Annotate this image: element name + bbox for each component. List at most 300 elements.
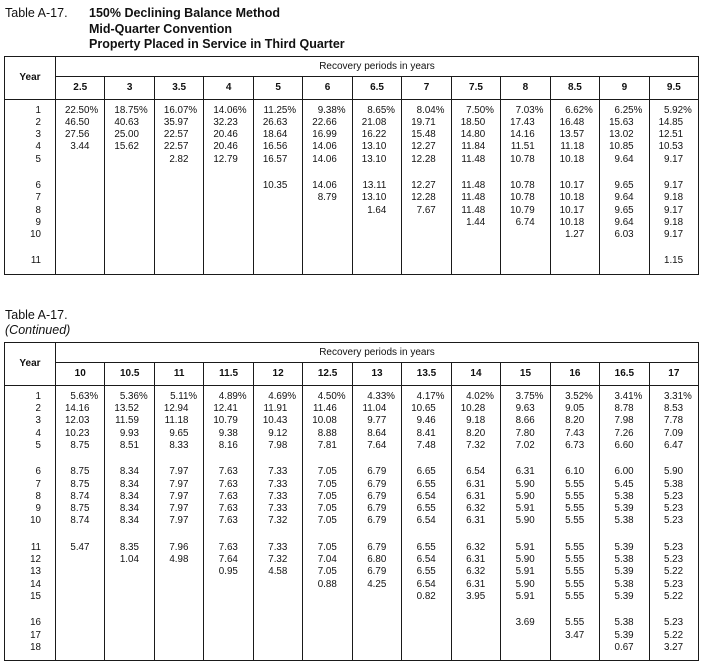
row-group-gap bbox=[501, 241, 549, 255]
column-header-7.5: 7.5 bbox=[451, 77, 500, 99]
value-cell: 3.27 bbox=[664, 641, 684, 653]
value-cell: 3.69 bbox=[515, 617, 535, 629]
value-cell bbox=[204, 229, 252, 241]
column-header-3.5: 3.5 bbox=[154, 77, 203, 99]
row-group-gap bbox=[155, 603, 203, 617]
value-cell: 5.23 bbox=[664, 515, 684, 527]
value-cell: 4.69% bbox=[268, 390, 297, 402]
value-cell: 7.63 bbox=[218, 466, 238, 478]
value-cell: 5.39 bbox=[614, 503, 634, 515]
value-cell: 16.07% bbox=[163, 104, 198, 116]
value-cell: 10.08 bbox=[312, 415, 337, 427]
value-cell: 1.27 bbox=[565, 229, 585, 241]
table1-title-line3: Property Placed in Service in Third Quarter bbox=[89, 37, 345, 51]
data-column-14 bbox=[451, 386, 500, 660]
value-cell: 7.02 bbox=[515, 439, 535, 451]
value-cell bbox=[105, 579, 153, 591]
value-cell: 7.32 bbox=[466, 439, 486, 451]
value-cell bbox=[204, 642, 252, 654]
value-cell: 5.23 bbox=[664, 617, 684, 629]
value-cell: 6.32 bbox=[466, 541, 486, 553]
value-cell: 8.20 bbox=[466, 427, 486, 439]
recovery-periods-label: Recovery periods in years bbox=[56, 57, 698, 77]
row-group-gap bbox=[551, 452, 599, 466]
row-group-gap bbox=[600, 603, 648, 617]
year-cell: 16 bbox=[30, 617, 41, 629]
value-cell: 7.48 bbox=[416, 439, 436, 451]
value-cell bbox=[105, 180, 153, 192]
value-cell: 13.10 bbox=[361, 153, 387, 165]
value-cell: 8.66 bbox=[515, 415, 535, 427]
value-cell: 9.65 bbox=[169, 427, 189, 439]
value-cell: 7.05 bbox=[317, 466, 337, 478]
row-group-gap bbox=[650, 166, 698, 180]
value-cell: 0.88 bbox=[317, 578, 337, 590]
value-cell: 9.38% bbox=[317, 104, 346, 116]
row-group-gap bbox=[452, 603, 500, 617]
value-cell: 5.39 bbox=[614, 590, 634, 602]
value-cell bbox=[452, 229, 500, 241]
value-cell: 5.91 bbox=[515, 503, 535, 515]
value-cell: 7.32 bbox=[268, 515, 288, 527]
column-header-12: 12 bbox=[253, 363, 302, 385]
value-cell: 7.05 bbox=[317, 515, 337, 527]
value-cell: 5.38 bbox=[614, 617, 634, 629]
value-cell: 12.79 bbox=[213, 153, 238, 165]
row-group-gap bbox=[600, 241, 648, 255]
row-group-gap bbox=[501, 166, 549, 180]
value-cell: 9.17 bbox=[664, 204, 684, 216]
value-cell: 40.63 bbox=[114, 116, 139, 128]
value-cell: 9.18 bbox=[664, 216, 684, 228]
row-group-gap bbox=[56, 166, 104, 180]
value-cell: 10.78 bbox=[510, 153, 535, 165]
value-cell bbox=[56, 591, 104, 603]
value-cell: 5.38 bbox=[614, 515, 634, 527]
value-cell bbox=[56, 154, 104, 166]
value-cell: 4.98 bbox=[169, 554, 189, 566]
value-cell: 5.55 bbox=[565, 590, 585, 602]
value-cell bbox=[452, 642, 500, 654]
value-cell: 5.90 bbox=[515, 554, 535, 566]
value-cell: 3.75% bbox=[515, 390, 544, 402]
data-column-11.5 bbox=[203, 386, 252, 660]
depreciation-table-q3-continued bbox=[4, 342, 699, 661]
row-group-gap bbox=[353, 241, 401, 255]
column-header-10: 10 bbox=[74, 367, 86, 379]
value-cell: 10.18 bbox=[559, 216, 585, 228]
year-cell: 10 bbox=[30, 229, 41, 241]
value-cell bbox=[551, 642, 599, 654]
year-cell: 6 bbox=[35, 466, 41, 478]
row-group-gap bbox=[155, 241, 203, 255]
period-header-row bbox=[56, 363, 698, 385]
table1-label: Table A-17. bbox=[5, 6, 68, 20]
data-column-8.5 bbox=[550, 100, 599, 274]
recovery-periods-header bbox=[55, 57, 698, 99]
row-group-gap bbox=[402, 528, 450, 542]
row-group-gap bbox=[452, 241, 500, 255]
value-cell: 6.54 bbox=[416, 515, 436, 527]
column-header-6: 6 bbox=[302, 77, 351, 99]
value-cell: 5.55 bbox=[565, 566, 585, 578]
value-cell: 11.25% bbox=[263, 104, 297, 116]
value-cell: 5.45 bbox=[614, 478, 634, 490]
value-cell: 5.23 bbox=[664, 554, 684, 566]
value-cell: 7.98 bbox=[268, 439, 288, 451]
value-cell: 15.63 bbox=[609, 116, 634, 128]
column-header-12.5: 12.5 bbox=[302, 363, 351, 385]
value-cell bbox=[353, 229, 401, 241]
value-cell bbox=[155, 630, 203, 642]
row-group-gap bbox=[56, 241, 104, 255]
recovery-periods-header bbox=[55, 343, 698, 385]
value-cell: 7.96 bbox=[169, 541, 189, 553]
value-cell bbox=[56, 217, 104, 229]
value-cell: 11.84 bbox=[461, 141, 486, 153]
value-cell bbox=[56, 255, 104, 267]
value-cell bbox=[402, 630, 450, 642]
value-cell: 14.06% bbox=[213, 104, 247, 116]
value-cell: 8.34 bbox=[119, 515, 139, 527]
value-cell bbox=[204, 255, 252, 267]
value-cell: 8.74 bbox=[70, 490, 90, 502]
value-cell bbox=[303, 630, 351, 642]
value-cell: 8.04% bbox=[416, 104, 445, 116]
value-cell: 6.62% bbox=[565, 104, 593, 116]
value-cell: 7.64 bbox=[367, 439, 387, 451]
row-group-gap bbox=[353, 603, 401, 617]
value-cell bbox=[353, 630, 401, 642]
value-cell bbox=[254, 205, 302, 217]
value-cell: 10.23 bbox=[64, 427, 90, 439]
value-cell: 9.18 bbox=[664, 192, 684, 204]
year-cell: 7 bbox=[35, 478, 41, 490]
value-cell: 5.39 bbox=[614, 629, 634, 641]
value-cell: 5.90 bbox=[515, 578, 535, 590]
value-cell: 5.55 bbox=[565, 490, 585, 502]
value-cell bbox=[303, 205, 351, 217]
data-column-3.5 bbox=[154, 100, 203, 274]
value-cell bbox=[254, 642, 302, 654]
value-cell bbox=[254, 192, 302, 204]
value-cell: 4.58 bbox=[268, 566, 288, 578]
row-group-gap bbox=[452, 528, 500, 542]
value-cell: 8.33 bbox=[169, 439, 189, 451]
value-cell: 9.77 bbox=[367, 415, 387, 427]
value-cell bbox=[501, 255, 549, 267]
data-column-13.5 bbox=[401, 386, 450, 660]
value-cell: 5.90 bbox=[515, 490, 535, 502]
value-cell: 12.51 bbox=[658, 129, 684, 141]
value-cell bbox=[105, 154, 153, 166]
value-cell bbox=[155, 617, 203, 629]
row-group-gap bbox=[303, 166, 351, 180]
value-cell: 9.63 bbox=[515, 403, 535, 415]
data-column-10 bbox=[56, 386, 104, 660]
year-cell: 6 bbox=[35, 179, 41, 191]
row-group-gap bbox=[551, 603, 599, 617]
value-cell bbox=[56, 554, 104, 566]
row-group-gap bbox=[551, 528, 599, 542]
year-cell: 1 bbox=[35, 390, 41, 402]
value-cell: 26.63 bbox=[262, 116, 288, 128]
row-group-gap bbox=[501, 603, 549, 617]
row-group-gap bbox=[204, 452, 252, 466]
value-cell: 6.79 bbox=[367, 490, 387, 502]
column-header-16.5: 16.5 bbox=[599, 363, 648, 385]
row-group-gap bbox=[303, 603, 351, 617]
value-cell bbox=[353, 642, 401, 654]
value-cell: 7.09 bbox=[664, 427, 684, 439]
value-cell: 10.79 bbox=[510, 204, 535, 216]
value-cell: 7.05 bbox=[317, 478, 337, 490]
value-cell: 6.79 bbox=[367, 503, 387, 515]
value-cell: 7.33 bbox=[268, 503, 288, 515]
data-column-8 bbox=[500, 100, 549, 274]
value-cell bbox=[254, 579, 302, 591]
value-cell: 5.38 bbox=[614, 490, 634, 502]
value-cell bbox=[204, 205, 252, 217]
value-cell: 6.79 bbox=[367, 566, 387, 578]
value-cell bbox=[56, 630, 104, 642]
value-cell bbox=[56, 566, 104, 578]
value-cell: 5.39 bbox=[614, 566, 634, 578]
value-cell: 5.38 bbox=[614, 578, 634, 590]
row-group-gap bbox=[650, 241, 698, 255]
value-cell: 5.90 bbox=[515, 478, 535, 490]
value-cell: 7.33 bbox=[268, 490, 288, 502]
row-group-gap bbox=[303, 528, 351, 542]
value-cell bbox=[155, 255, 203, 267]
value-cell bbox=[56, 642, 104, 654]
value-cell: 5.23 bbox=[664, 490, 684, 502]
year-cell: 4 bbox=[35, 427, 41, 439]
value-cell: 18.64 bbox=[262, 129, 288, 141]
value-cell: 8.75 bbox=[70, 466, 90, 478]
column-header-3: 3 bbox=[104, 77, 153, 99]
row-group-gap bbox=[650, 452, 698, 466]
value-cell: 8.64 bbox=[367, 427, 387, 439]
value-cell bbox=[353, 255, 401, 267]
value-cell: 8.88 bbox=[317, 427, 337, 439]
value-cell: 6.32 bbox=[466, 503, 486, 515]
value-cell: 27.56 bbox=[64, 129, 90, 141]
row-group-gap bbox=[56, 528, 104, 542]
value-cell bbox=[155, 205, 203, 217]
value-cell: 1.44 bbox=[466, 216, 486, 228]
value-cell: 16.22 bbox=[361, 129, 387, 141]
data-column-3 bbox=[104, 100, 153, 274]
table-header bbox=[5, 57, 698, 100]
row-group-gap bbox=[353, 166, 401, 180]
row-group-gap bbox=[402, 166, 450, 180]
year-cell: 13 bbox=[30, 566, 41, 578]
value-cell: 7.04 bbox=[317, 554, 337, 566]
value-cell: 5.47 bbox=[70, 541, 90, 553]
table2-caption bbox=[5, 308, 703, 339]
row-group-gap bbox=[204, 166, 252, 180]
column-header-14: 14 bbox=[451, 363, 500, 385]
value-cell: 11.04 bbox=[362, 403, 387, 415]
value-cell bbox=[204, 192, 252, 204]
value-cell: 7.63 bbox=[218, 503, 238, 515]
year-cell: 11 bbox=[30, 255, 41, 267]
value-cell bbox=[254, 255, 302, 267]
data-column-12 bbox=[253, 386, 302, 660]
value-cell: 6.31 bbox=[466, 490, 486, 502]
value-cell: 8.41 bbox=[416, 427, 436, 439]
value-cell: 7.97 bbox=[169, 503, 189, 515]
value-cell: 6.79 bbox=[367, 478, 387, 490]
row-group-gap bbox=[155, 166, 203, 180]
value-cell: 6.55 bbox=[416, 541, 436, 553]
value-cell: 8.74 bbox=[70, 515, 90, 527]
value-cell: 9.17 bbox=[664, 229, 684, 241]
value-cell bbox=[56, 205, 104, 217]
row-group-gap bbox=[254, 603, 302, 617]
value-cell: 7.33 bbox=[268, 478, 288, 490]
column-header-7: 7 bbox=[401, 77, 450, 99]
value-cell: 5.55 bbox=[565, 478, 585, 490]
value-cell: 11.48 bbox=[461, 204, 486, 216]
column-header-11: 11 bbox=[154, 363, 203, 385]
value-cell bbox=[105, 217, 153, 229]
value-cell bbox=[105, 192, 153, 204]
year-cell: 3 bbox=[35, 129, 41, 141]
value-cell: 6.54 bbox=[416, 490, 436, 502]
value-cell: 10.17 bbox=[559, 179, 585, 191]
value-cell: 14.16 bbox=[64, 403, 90, 415]
value-cell: 16.57 bbox=[262, 153, 288, 165]
value-cell: 7.78 bbox=[664, 415, 684, 427]
value-cell: 5.22 bbox=[664, 566, 684, 578]
value-cell: 7.43 bbox=[565, 427, 585, 439]
row-group-gap bbox=[5, 452, 55, 466]
value-cell bbox=[254, 229, 302, 241]
data-column-5 bbox=[253, 100, 302, 274]
value-cell: 19.71 bbox=[411, 116, 436, 128]
value-cell: 1.15 bbox=[664, 255, 684, 267]
value-cell: 11.48 bbox=[461, 192, 486, 204]
value-cell: 3.47 bbox=[565, 629, 585, 641]
row-group-gap bbox=[5, 241, 55, 255]
value-cell bbox=[155, 180, 203, 192]
value-cell bbox=[452, 617, 500, 629]
year-cell: 8 bbox=[35, 204, 41, 216]
year-cell: 8 bbox=[35, 490, 41, 502]
column-header-16: 16 bbox=[550, 363, 599, 385]
value-cell: 11.59 bbox=[115, 415, 139, 427]
year-cell: 14 bbox=[30, 578, 41, 590]
row-group-gap bbox=[56, 603, 104, 617]
value-cell: 3.41% bbox=[614, 390, 643, 402]
value-cell: 6.54 bbox=[466, 466, 486, 478]
value-cell bbox=[303, 642, 351, 654]
value-cell bbox=[402, 617, 450, 629]
value-cell: 11.51 bbox=[510, 141, 535, 153]
value-cell: 6.03 bbox=[614, 229, 634, 241]
value-cell: 22.66 bbox=[312, 116, 337, 128]
year-cell: 9 bbox=[35, 216, 41, 228]
value-cell bbox=[452, 255, 500, 267]
row-group-gap bbox=[402, 241, 450, 255]
value-cell: 8.34 bbox=[119, 478, 139, 490]
value-cell: 16.56 bbox=[262, 141, 288, 153]
value-cell: 2.82 bbox=[169, 153, 189, 165]
value-cell: 14.16 bbox=[510, 129, 535, 141]
data-column-17 bbox=[649, 386, 698, 660]
column-header-17: 17 bbox=[649, 363, 698, 385]
value-cell: 46.50 bbox=[64, 116, 90, 128]
value-cell: 4.50% bbox=[317, 390, 346, 402]
value-cell bbox=[56, 229, 104, 241]
year-column bbox=[5, 100, 55, 274]
value-cell: 12.27 bbox=[411, 179, 436, 191]
year-cell: 12 bbox=[30, 554, 41, 566]
value-cell: 9.05 bbox=[565, 403, 585, 415]
row-group-gap bbox=[650, 603, 698, 617]
column-header-13.5: 13.5 bbox=[401, 363, 450, 385]
value-cell: 7.81 bbox=[317, 439, 337, 451]
value-cell: 8.65% bbox=[367, 104, 395, 116]
value-cell: 6.79 bbox=[367, 466, 387, 478]
value-cell bbox=[155, 192, 203, 204]
value-cell: 5.90 bbox=[664, 466, 684, 478]
value-cell bbox=[105, 642, 153, 654]
value-cell: 10.79 bbox=[213, 415, 238, 427]
value-cell: 9.64 bbox=[614, 192, 634, 204]
value-cell: 10.35 bbox=[262, 179, 288, 191]
value-cell bbox=[105, 255, 153, 267]
value-cell bbox=[303, 229, 351, 241]
value-cell: 4.02% bbox=[466, 390, 494, 402]
table-body bbox=[5, 100, 698, 274]
value-cell: 8.34 bbox=[119, 490, 139, 502]
data-column-6 bbox=[302, 100, 351, 274]
year-cell: 15 bbox=[30, 590, 41, 602]
value-cell: 11.48 bbox=[461, 153, 486, 165]
year-cell: 7 bbox=[35, 192, 41, 204]
value-cell: 11.91 bbox=[263, 403, 288, 415]
value-cell: 4.25 bbox=[367, 578, 387, 590]
value-cell: 7.32 bbox=[268, 554, 288, 566]
table-body bbox=[5, 386, 698, 660]
table1-title-line2: Mid-Quarter Convention bbox=[89, 21, 233, 36]
value-cell: 6.00 bbox=[614, 466, 634, 478]
row-group-gap bbox=[105, 528, 153, 542]
year-column-header: Year bbox=[19, 72, 41, 83]
value-cell: 5.55 bbox=[565, 617, 585, 629]
value-cell: 12.94 bbox=[163, 403, 189, 415]
column-header-10.5: 10.5 bbox=[104, 363, 153, 385]
value-cell: 11.18 bbox=[560, 141, 585, 153]
value-cell bbox=[155, 579, 203, 591]
value-cell bbox=[204, 591, 252, 603]
row-group-gap bbox=[551, 241, 599, 255]
year-cell: 5 bbox=[35, 153, 41, 165]
row-group-gap bbox=[204, 603, 252, 617]
value-cell: 10.18 bbox=[559, 192, 585, 204]
value-cell: 7.97 bbox=[169, 490, 189, 502]
value-cell: 8.75 bbox=[70, 478, 90, 490]
value-cell bbox=[501, 642, 549, 654]
row-group-gap bbox=[155, 452, 203, 466]
value-cell: 5.91 bbox=[515, 541, 535, 553]
value-cell: 6.25% bbox=[614, 104, 643, 116]
value-cell: 7.63 bbox=[218, 478, 238, 490]
table1-title-line1: 150% Declining Balance Method bbox=[89, 6, 281, 20]
